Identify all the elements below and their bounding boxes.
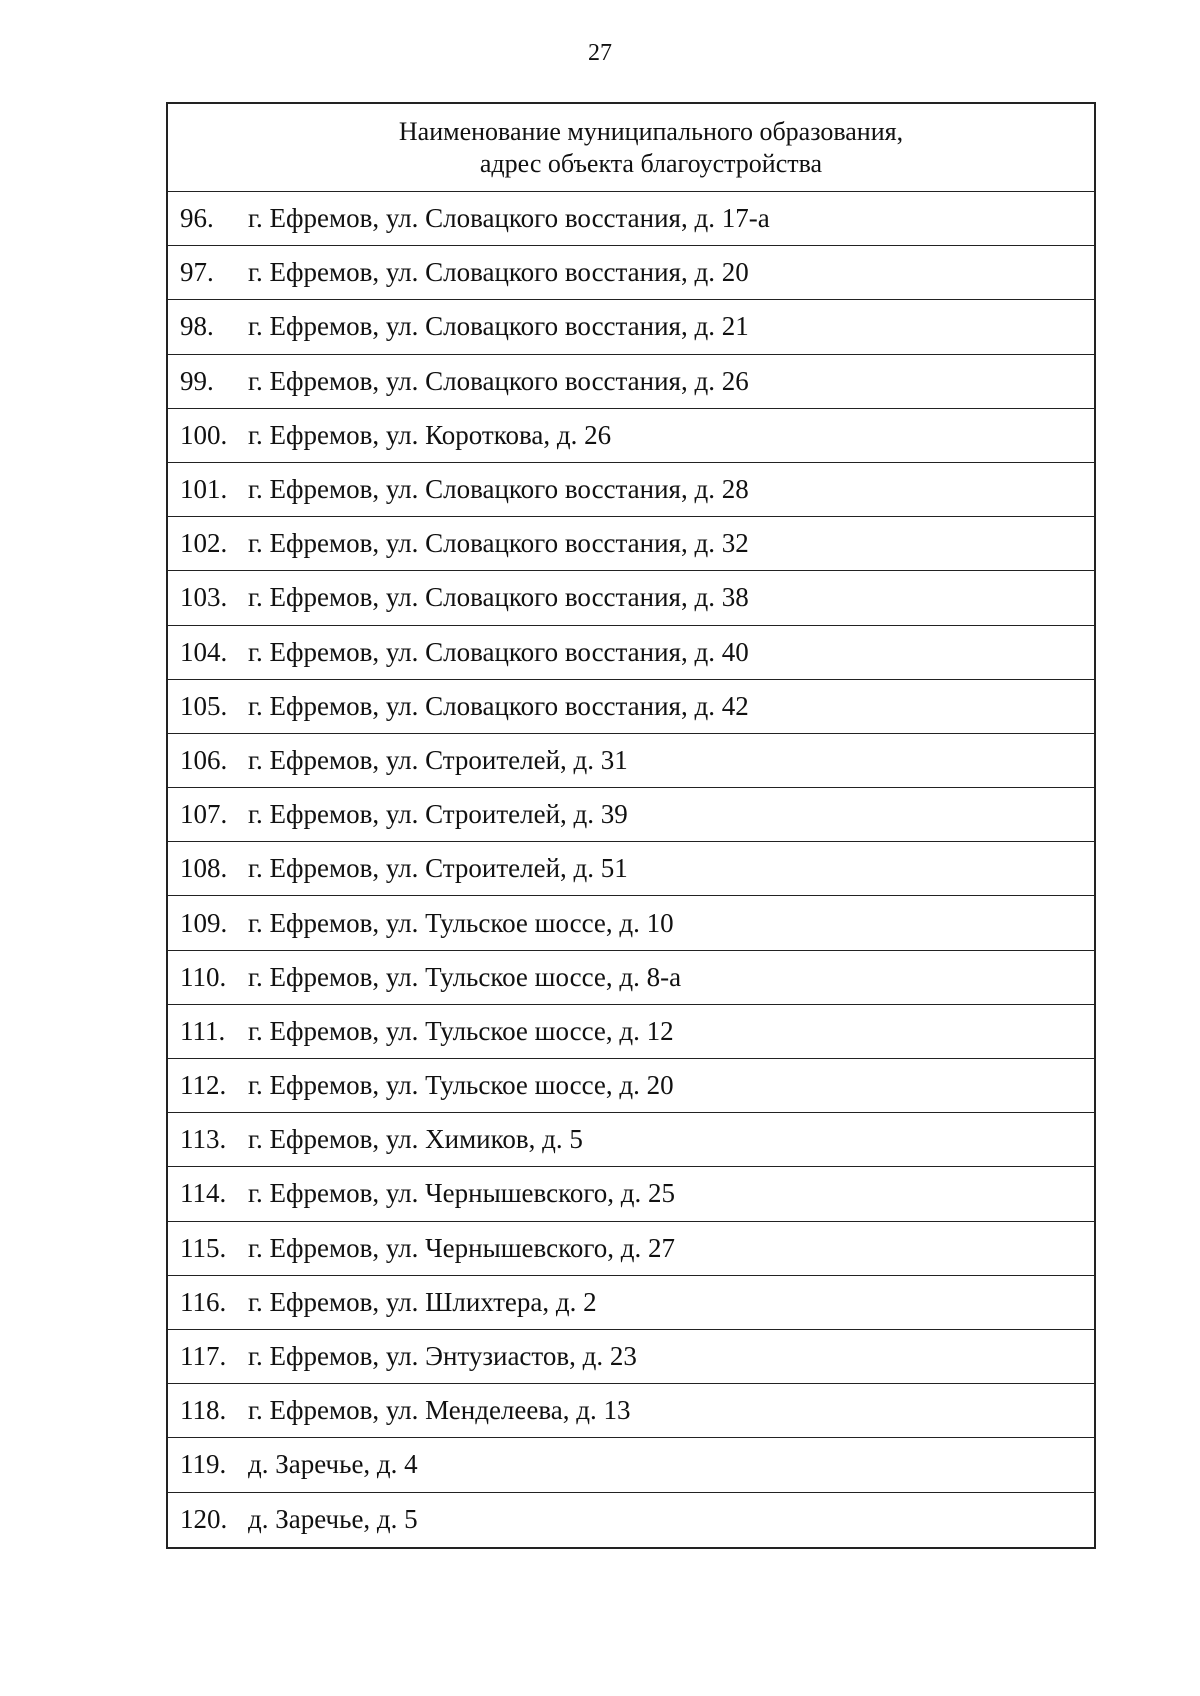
- header-line-1: Наименование муниципального образования,: [398, 116, 904, 146]
- row-address: г. Ефремов, ул. Короткова, д. 26: [248, 419, 612, 450]
- page-number: 27: [588, 40, 612, 66]
- row-address: г. Ефремов, ул. Чернышевского, д. 25: [248, 1178, 675, 1209]
- row-number: 102.: [180, 528, 228, 559]
- header-line-2: адрес объекта благоустройства: [479, 148, 823, 178]
- row-number: 96.: [180, 203, 214, 234]
- row-number: 107.: [180, 799, 228, 830]
- row-number: 100.: [180, 419, 228, 450]
- row-address: г. Ефремов, ул. Строителей, д. 31: [248, 744, 628, 775]
- table-row: [168, 409, 1094, 463]
- address-table: [166, 102, 1096, 1549]
- table-row: [168, 1059, 1094, 1113]
- row-address: г. Ефремов, ул. Словацкого восстания, д. 32: [248, 528, 749, 559]
- table-body: [168, 192, 1094, 1547]
- row-address: д. Заречье, д. 4: [248, 1449, 418, 1480]
- row-address: г. Ефремов, ул. Словацкого восстания, д. 26: [248, 365, 749, 396]
- table-row: [168, 1005, 1094, 1059]
- table-row: [168, 951, 1094, 1005]
- table-row: [168, 1113, 1094, 1167]
- row-number: 104.: [180, 636, 228, 667]
- row-address: г. Ефремов, ул. Химиков, д. 5: [248, 1124, 583, 1155]
- row-number: 111.: [180, 1015, 226, 1046]
- row-address: г. Ефремов, ул. Словацкого восстания, д. 21: [248, 311, 749, 342]
- row-address: г. Ефремов, ул. Чернышевского, д. 27: [248, 1232, 675, 1263]
- table-row: [168, 734, 1094, 788]
- row-number: 115.: [180, 1232, 227, 1263]
- table-row: [168, 1330, 1094, 1384]
- row-number: 103.: [180, 582, 228, 613]
- table-row: [168, 192, 1094, 246]
- row-number: 114.: [180, 1178, 227, 1209]
- table-row: [168, 1167, 1094, 1221]
- row-address: г. Ефремов, ул. Тульское шоссе, д. 10: [248, 907, 674, 938]
- row-address: г. Ефремов, ул. Тульское шоссе, д. 8-а: [248, 961, 682, 992]
- row-number: 99.: [180, 365, 214, 396]
- table-header: [168, 104, 1094, 192]
- row-number: 108.: [180, 853, 228, 884]
- table-row: [168, 355, 1094, 409]
- row-number: 105.: [180, 690, 228, 721]
- row-address: г. Ефремов, ул. Строителей, д. 51: [248, 853, 628, 884]
- row-number: 112.: [180, 1070, 227, 1101]
- row-address: г. Ефремов, ул. Тульское шоссе, д. 20: [248, 1070, 674, 1101]
- row-address: г. Ефремов, ул. Энтузиастов, д. 23: [248, 1341, 637, 1372]
- row-number: 116.: [180, 1286, 227, 1317]
- table-row: [168, 517, 1094, 571]
- row-number: 109.: [180, 907, 228, 938]
- row-number: 113.: [180, 1124, 227, 1155]
- row-number: 101.: [180, 474, 228, 505]
- table-row: [168, 842, 1094, 896]
- row-address: г. Ефремов, ул. Словацкого восстания, д. 42: [248, 690, 749, 721]
- row-address: г. Ефремов, ул. Словацкого восстания, д. 20: [248, 257, 749, 288]
- row-address: г. Ефремов, ул. Словацкого восстания, д. 38: [248, 582, 749, 613]
- table-row: [168, 1438, 1094, 1492]
- table-row: [168, 246, 1094, 300]
- table-row: [168, 1384, 1094, 1438]
- row-address: д. Заречье, д. 5: [248, 1504, 418, 1535]
- row-number: 120.: [180, 1504, 228, 1535]
- row-number: 118.: [180, 1395, 227, 1426]
- row-number: 117.: [180, 1341, 227, 1372]
- row-number: 106.: [180, 744, 228, 775]
- row-address: г. Ефремов, ул. Словацкого восстания, д. 17-а: [248, 203, 770, 234]
- row-number: 97.: [180, 257, 214, 288]
- table-row: [168, 463, 1094, 517]
- row-address: г. Ефремов, ул. Словацкого восстания, д. 28: [248, 474, 749, 505]
- table-row: [168, 1222, 1094, 1276]
- row-address: г. Ефремов, ул. Шлихтера, д. 2: [248, 1286, 597, 1317]
- table-row: [168, 680, 1094, 734]
- table-row: [168, 626, 1094, 680]
- row-number: 119.: [180, 1449, 227, 1480]
- table-row: [168, 571, 1094, 625]
- table-row: [168, 788, 1094, 842]
- table-row: [168, 1493, 1094, 1547]
- row-address: г. Ефремов, ул. Менделеева, д. 13: [248, 1395, 631, 1426]
- row-number: 110.: [180, 961, 227, 992]
- row-address: г. Ефремов, ул. Тульское шоссе, д. 12: [248, 1015, 674, 1046]
- row-address: г. Ефремов, ул. Словацкого восстания, д. 40: [248, 636, 749, 667]
- table-row: [168, 300, 1094, 354]
- row-address: г. Ефремов, ул. Строителей, д. 39: [248, 799, 628, 830]
- row-number: 98.: [180, 311, 214, 342]
- table-row: [168, 896, 1094, 950]
- table-row: [168, 1276, 1094, 1330]
